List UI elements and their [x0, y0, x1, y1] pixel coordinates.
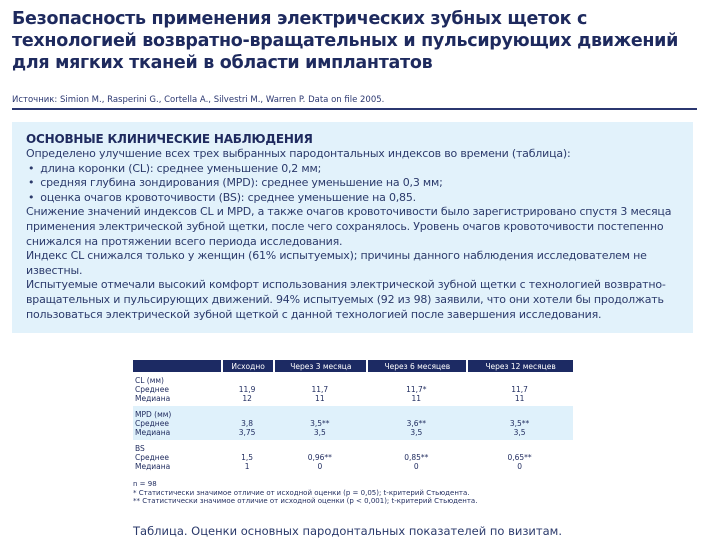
table-cell: 0,65**: [507, 453, 532, 462]
table-cell: 11: [514, 394, 525, 403]
table-cell: 0: [317, 462, 323, 471]
table-cell: 0: [413, 462, 419, 471]
row-label: Медиана: [135, 394, 171, 403]
list-item: • длина коронки (CL): среднее уменьшение 0,2 мм;: [26, 162, 686, 177]
table-group-row: [133, 372, 573, 385]
table-cell: 12: [242, 394, 252, 403]
table-cell: 11,7: [511, 385, 528, 394]
table-cell: 0: [517, 462, 522, 471]
table-group-row: [133, 406, 573, 419]
page-title: Безопасность применения электрических зубных щеток с технологией возвратно-вращательных и пульсирующих движений для мягких тканей в области имплантатов: [12, 9, 679, 73]
table-group-row: [133, 440, 573, 453]
footnote: n = 98: [133, 480, 157, 488]
table-cell: 1: [244, 462, 250, 471]
table-cell: 11: [411, 394, 422, 403]
table-cell: 0,85**: [404, 453, 429, 462]
table-cell: 3,6**: [366, 419, 466, 428]
clinical-observations-box: [12, 122, 693, 333]
group-label: BS: [135, 444, 145, 453]
table-row: [133, 394, 573, 406]
table-row: [133, 462, 573, 474]
column-header: Через 6 месяцев: [366, 360, 466, 372]
box-paragraph: Индекс CL снижался только у женщин (61% испытуемых); причины данного наблюдения исследователем не известны.: [26, 249, 647, 277]
table-cell: 3,8: [221, 419, 273, 428]
column-header: Через 12 месяцев: [466, 360, 573, 372]
row-label: Медиана: [135, 462, 171, 471]
table-row: [133, 385, 573, 394]
table-cell: 3,5: [466, 428, 573, 440]
column-header: Исходно: [221, 360, 273, 372]
group-label: CL (мм): [135, 376, 164, 385]
list-item: • оценка очагов кровоточивости (BS): среднее уменьшение на 0,85.: [26, 191, 686, 206]
row-label: Медиана: [133, 428, 221, 440]
table-cell: 3,5**: [466, 419, 573, 428]
table-cell: 11: [315, 394, 325, 403]
table-cell: 3,5: [366, 428, 466, 440]
box-heading: ОСНОВНЫЕ КЛИНИЧЕСКИЕ НАБЛЮДЕНИЯ: [26, 132, 313, 146]
column-header: Через 3 месяца: [273, 360, 366, 372]
title-divider: [12, 108, 697, 110]
column-header: [133, 360, 221, 372]
footnote: ** Статистически значимое отличие от исходной оценки (p < 0,001); t-критерий Стьюдента.: [133, 497, 478, 505]
row-label: Среднее: [133, 419, 221, 428]
table-cell: 11,9: [238, 385, 256, 394]
table-cell: 3,5**: [273, 419, 366, 428]
group-label: MPD (мм): [133, 406, 573, 419]
table-footnotes: [133, 480, 477, 506]
table-cell: 3,5: [273, 428, 366, 440]
table-cell: 0,96**: [307, 453, 332, 462]
list-item: • средняя глубина зондирования (MPD): среднее уменьшение на 0,3 мм;: [26, 176, 686, 191]
observations-list: [26, 162, 686, 206]
box-paragraph: Снижение значений индексов CL и MPD, а также очагов кровоточивости было зарегистрировано спустя 3 месяца применения электрической зубной щетки, после чего сохранялось. Уровень очагов кровоточивости постепенно снижался на протяжении всего периода исследования.: [26, 205, 672, 248]
table-cell: 3,75: [221, 428, 273, 440]
table-caption: Таблица. Оценки основных пародонтальных показателей по визитам.: [133, 524, 562, 538]
footnote: * Статистически значимое отличие от исходной оценки (p = 0,05); t-критерий Стьюдента.: [133, 488, 470, 497]
table-row: [133, 419, 573, 428]
table-row: [133, 428, 573, 440]
row-label: Среднее: [135, 385, 169, 394]
source-citation: Источник: Simion M., Rasperini G., Cortella A., Silvestri M., Warren P. Data on file 2005.: [12, 95, 385, 105]
box-paragraph: Испытуемые отмечали высокий комфорт использования электрической зубной щетки с технологией возвратно-вращательных и пульсирующих движений. 94% испытуемых (92 из 98) заявили, что они хотели бы продолжать пользоваться электрической зубной щеткой с данной технологией после завершения исследования.: [26, 278, 666, 321]
box-intro: Определено улучшение всех трех выбранных пародонтальных индексов во времени (таблица):: [26, 147, 571, 160]
table-cell: 11,7*: [406, 385, 427, 394]
table-cell: 1,5: [241, 453, 254, 462]
table-cell: 11,7: [311, 385, 329, 394]
row-label: Среднее: [135, 453, 169, 462]
results-table: [133, 360, 573, 474]
table-row: [133, 453, 573, 462]
